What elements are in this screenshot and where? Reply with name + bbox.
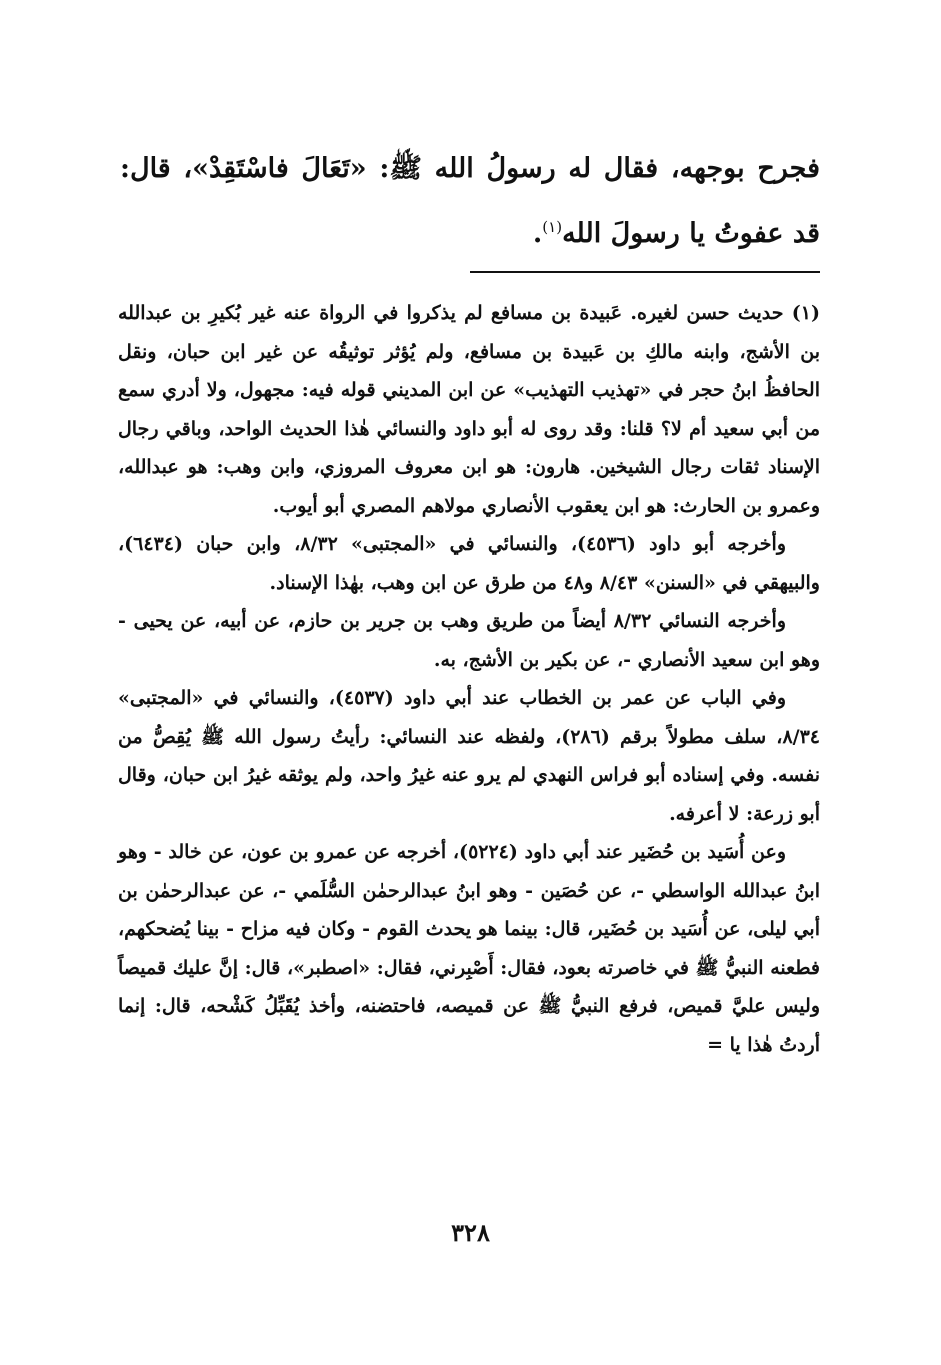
main-text-period: . <box>532 218 543 249</box>
footnotes-block <box>118 294 820 1064</box>
footnote-separator <box>470 271 820 273</box>
page-number: ٣٢٨ <box>451 1218 490 1247</box>
footnote-paragraph: وعن أُسَيد بن حُضَير عند أبي داود (٥٢٢٤)، أخرجه عن عمرو بن عون، عن خالد - وهو ابنُ عبدالله الواسطي -، عن حُصَين - وهو ابنُ عبدالرحمٰن السُّلَمي -، عن عبدالرحمٰن بن أبي ليلى، عن أُسَيد بن حُضَير، قال: بينما هو يحدث القوم - وكان فيه مزاح - بينا يُضحكهم، فطعنه النبيُّ ﷺ في خاصرته بعود، فقال: أَصْبِرني، فقال: «اصطبر»، قال: إنَّ عليك قميصاً وليس عليَّ قميص، فرفع النبيُّ ﷺ عن قميصه، فاحتضنه، وأخذ يُقَبِّلُ كَشْحه، قال: إنما أردتُ هٰذا يا = <box>118 841 820 1056</box>
footnote-paragraph: وفي الباب عن عمر بن الخطاب عند أبي داود (٤٥٣٧)، والنسائي في «المجتبى» ٨/٣٤، سلف مطولاً برقم (٢٨٦)، ولفظه عند النسائي: رأيتُ رسول الله ﷺ يُقِصُّ من نفسه. وفي إسناده أبو فراس النهدي لم يرو عنه غيرُ واحد، ولم يوثقه غيرُ ابن حبان، وقال أبو زرعة: لا أعرفه. <box>118 687 821 825</box>
main-text-body: فجرح بوجهه، فقال له رسولُ الله ﷺ: «تَعَالَ فاسْتَقِدْ»، قال: قد عفوتُ يا رسولَ الله <box>120 153 820 249</box>
footnote-paragraph: وأخرجه النسائي ٨/٣٢ أيضاً من طريق وهب بن جرير بن حازم، عن أبيه، عن يحيى - وهو ابن سعيد الأنصاري -، عن بكير بن الأشج، به. <box>118 610 820 671</box>
footnote-paragraph: (١) حديث حسن لغيره. عَبيدة بن مسافع لم يذكروا في الرواة عنه غير بُكيرِ بن عبدالله بن الأشج، وابنه مالكِ بن عَبيدة بن مسافع، ولم يُؤثر توثيقُه عن غير ابن حبان، ونقل الحافظُ ابنُ حجر في «تهذيب التهذيب» عن ابن المديني قوله فيه: مجهول، ولا أدري سمع من أبي سعيد أم لا؟ قلنا: وقد روى له أبو داود والنسائي هٰذا الحديث الواحد، وباقي رجال الإسناد ثقات رجال الشيخين. هارون: هو ابن معروف المروزي، وابن وهب: هو عبدالله، وعمرو بن الحارث: هو ابن يعقوب الأنصاري مولاهم المصري أبو أيوب. <box>118 302 820 517</box>
footnote-reference: (١) <box>542 218 563 236</box>
footnote-paragraph: وأخرجه أبو داود (٤٥٣٦)، والنسائي في «المجتبى» ٨/٣٢، وابن حبان (٦٤٣٤)، والبيهقي في «السنن» ٨/٤٣ و٤٨ من طرق عن ابن وهب، بهٰذا الإسناد. <box>118 533 820 594</box>
main-text-block <box>120 140 820 263</box>
